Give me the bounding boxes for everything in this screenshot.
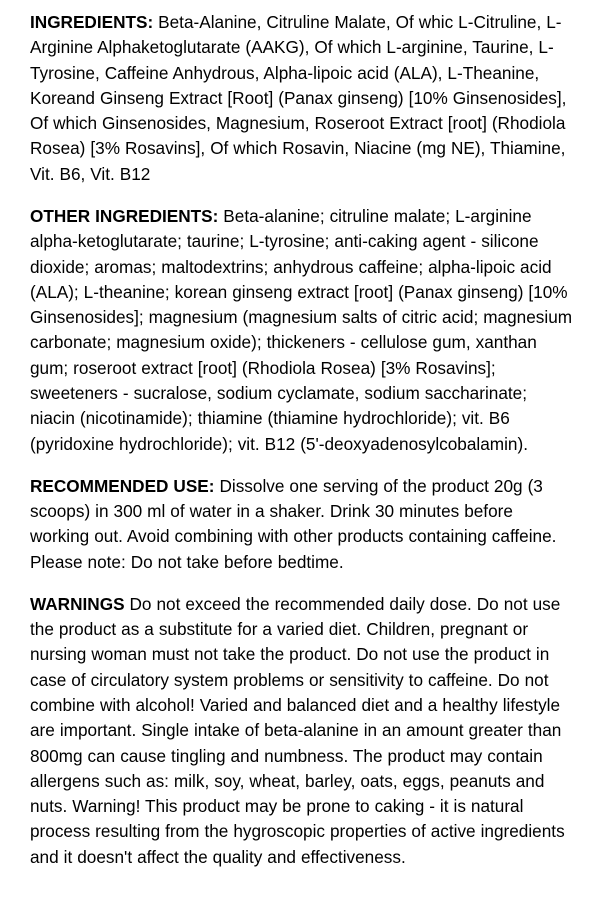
other-ingredients-body: Beta-alanine; citruline malate; L-arginine alpha-ketoglutarate; taurine; L-tyrosine; anti-caking agent - silicone dioxide; aromas; maltodextrins; anhydrous caffeine; alpha-lipoic acid (ALA); L-theanine; korean ginseng extract [root] (Panax ginseng) [10% Ginsenosides]; magnesium (magnesium salts of citric acid; magnesium carbonate; magnesium oxide); thickeners - cellulose gum, xanthan gum; roseroot extract [root] (Rhodiola Rosea) [3% Rosavins]; sweeteners - sucralose, sodium cyclamate, sodium saccharinate; niacin (nicotinamide); thiamine (thiamine hydrochloride); vit. B6 (pyridoxine hydrochloride); vit. B12 (5'-deoxyadenosylcobalamin). [30,205,573,454]
other-ingredients-heading: OTHER INGREDIENTS: [30,205,219,226]
section-other-ingredients [30,204,574,457]
recommended-use-body: Dissolve one serving of the product 20g (3 scoops) in 300 ml of water in a shaker. Drink 30 minutes before working out. Avoid combining with other products containing caffeine. Please note: Do not take before bedtime. [30,475,557,572]
warnings-body: Do not exceed the recommended daily dose. Do not use the product as a substitute for a varied diet. Children, pregnant or nursing woman must not take the product. Do not use the product in case of circulatory system problems or sensitivity to caffeine. Do not combine with alcohol! Varied and balanced diet and a healthy lifestyle are important. Single intake of beta-alanine in an amount greater than 800mg can cause tingling and numbness. The product may contain allergens such as: milk, soy, wheat, barley, oats, eggs, peanuts and nuts. Warning! This product may be prone to caking - it is natural process resulting from the hygroscopic properties of active ingredients and it doesn't affect the quality and effectiveness. [30,593,565,867]
recommended-use-paragraph [30,474,574,575]
section-ingredients [30,10,574,187]
ingredients-heading: INGREDIENTS: [30,12,154,32]
section-recommended-use [30,474,574,575]
warnings-heading: WARNINGS [30,593,125,614]
ingredients-body: Beta-Alanine, Citruline Malate, Of whic L-Citruline, L-Arginine Alphaketoglutarate (AAKG), Of which L-arginine, Taurine, L-Tyrosine, Caffeine Anhydrous, Alpha-lipoic acid (ALA), L-Theanine, Koreand Ginseng Extract [Root] (Panax ginseng) [10% Ginsenosides], Of which Ginsenosides, Magnesium, Roseroot Extract [root] (Rhodiola Rosea) [3% Rosavins], Of which Rosavin, Niacine (mg NE), Thiamine, Vit. B6, Vit. B12 [30,12,567,184]
recommended-use-heading: RECOMMENDED USE: [30,475,215,496]
section-warnings [30,592,574,870]
other-ingredients-paragraph [30,204,574,457]
warnings-paragraph [30,592,574,870]
ingredients-paragraph [30,10,574,187]
